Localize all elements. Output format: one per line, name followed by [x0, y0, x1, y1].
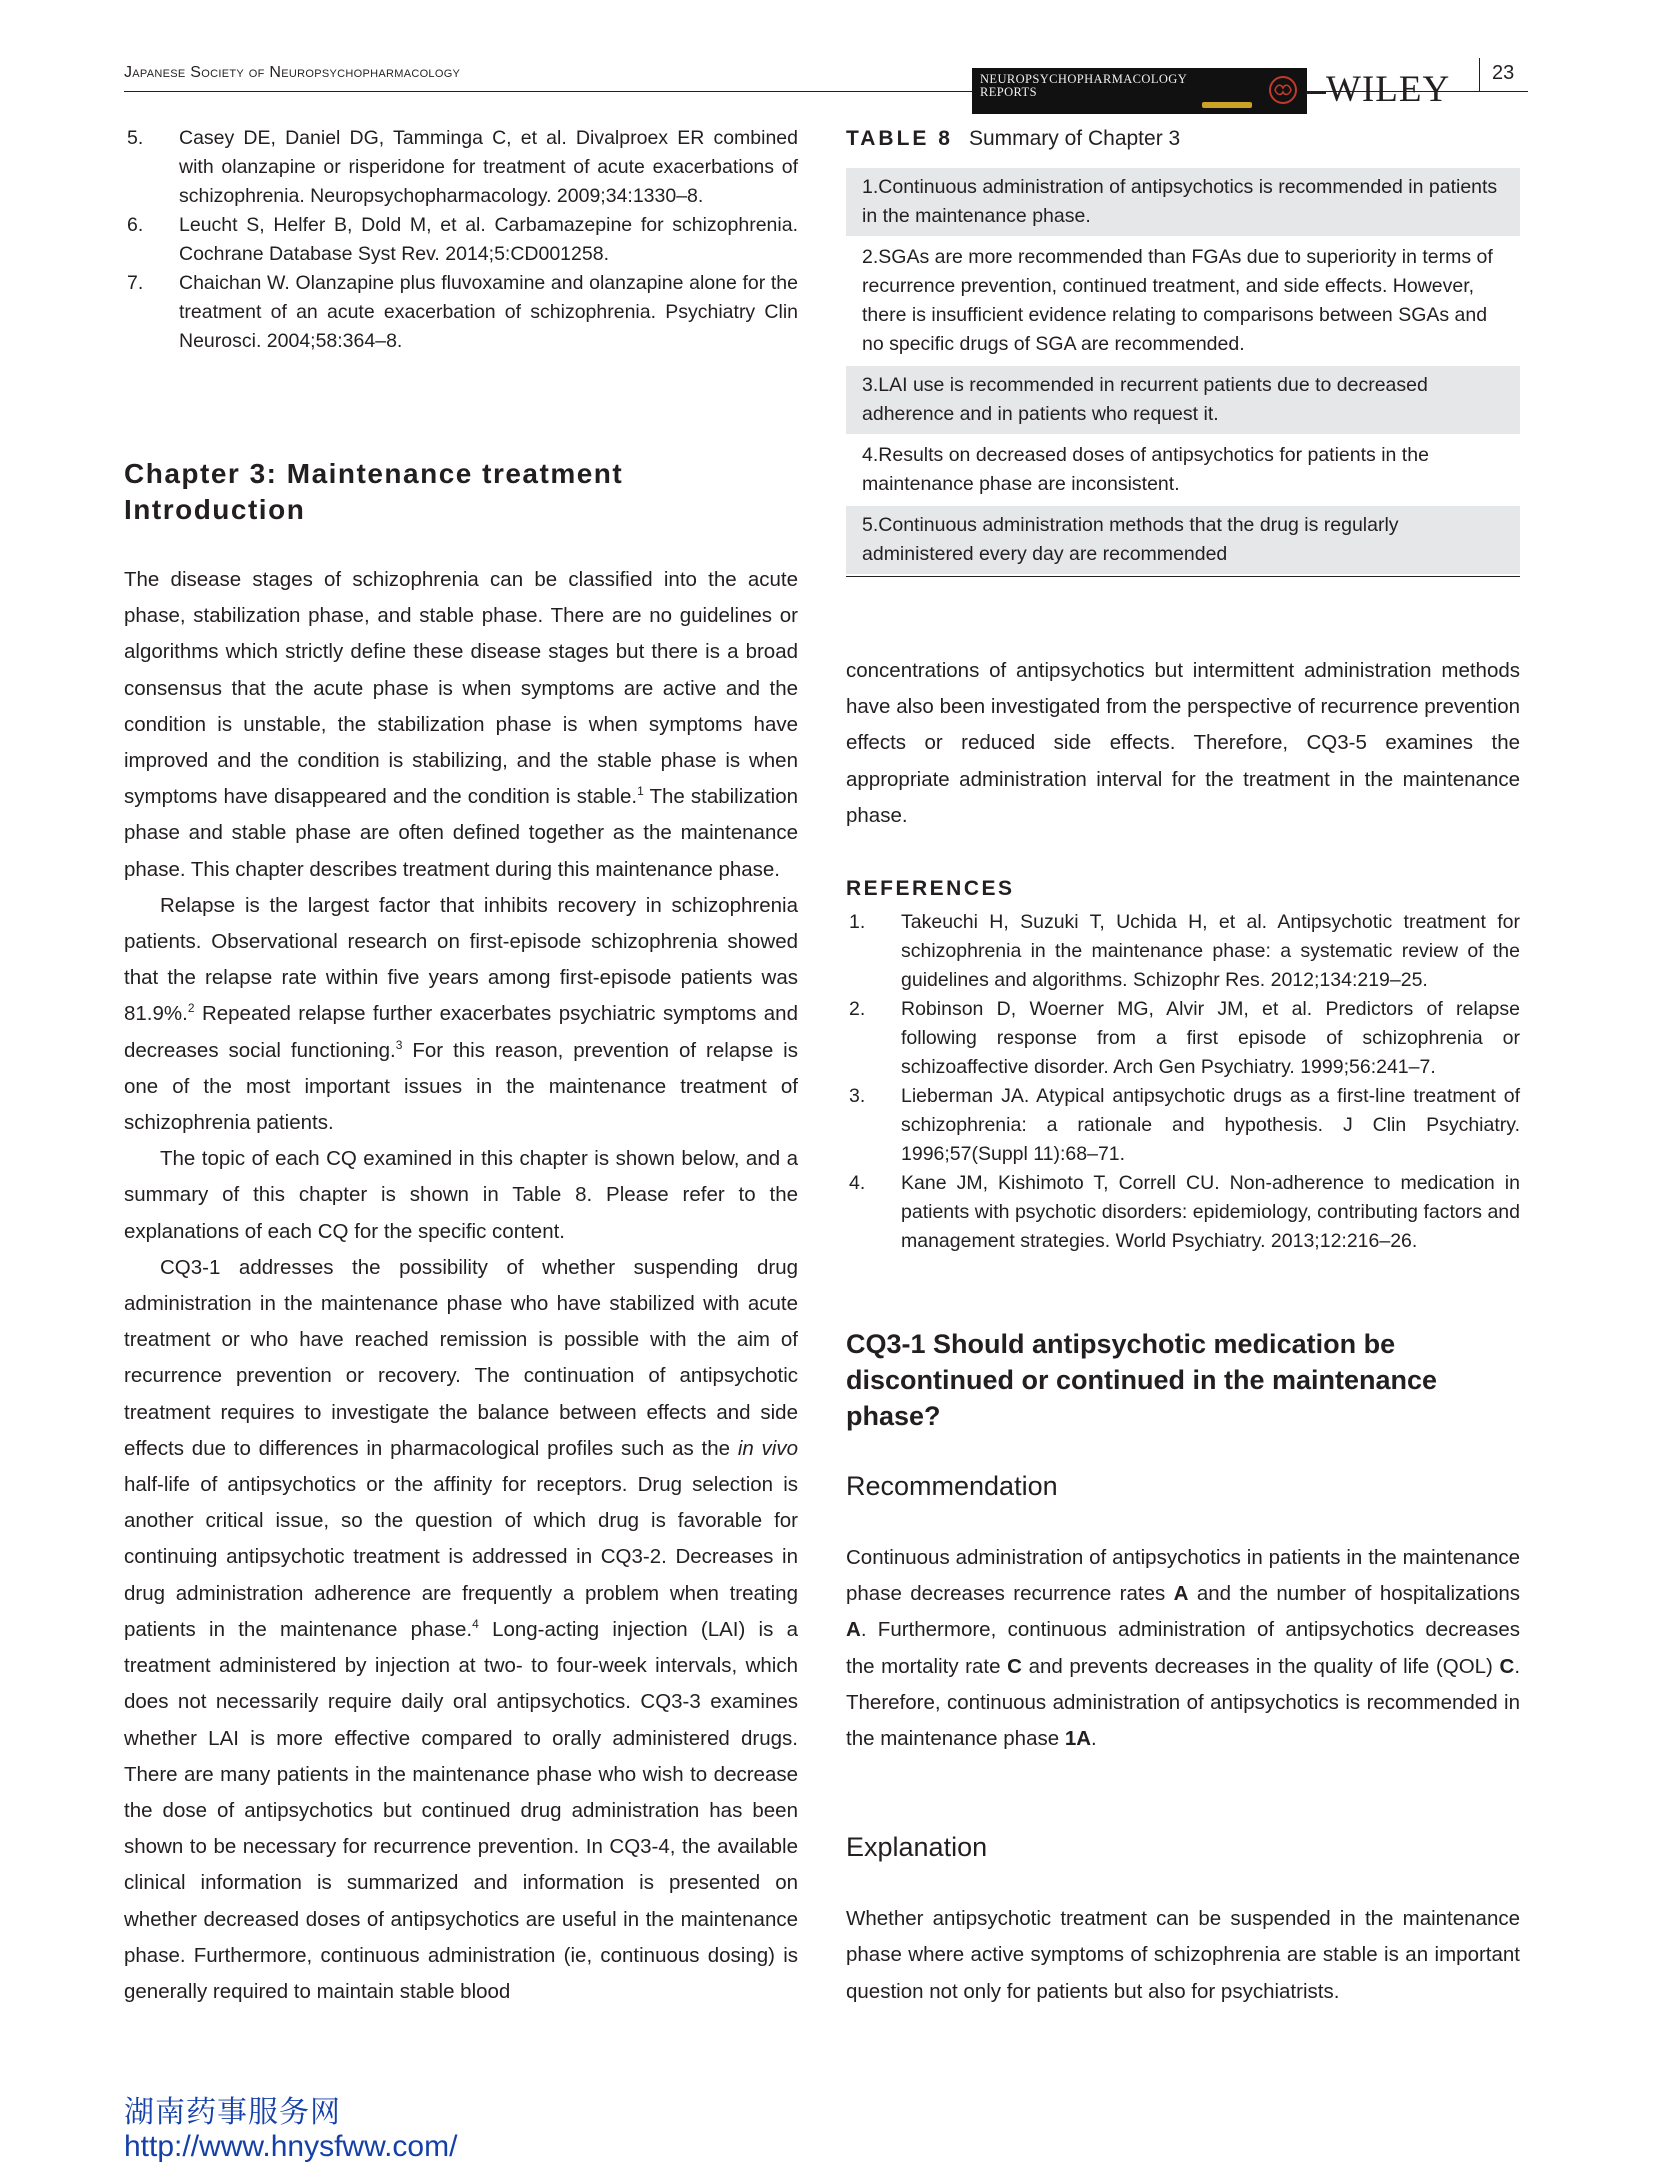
watermark-url[interactable]: http://www.hnysfww.com/: [124, 2130, 458, 2163]
running-head: Japanese Society of Neuropsychopharmacology: [124, 64, 461, 81]
watermark: [124, 2096, 457, 2164]
table-caption: [846, 124, 1520, 154]
continued-text: [846, 653, 1520, 834]
table-row: 3.LAI use is recommended in recurrent patients due to decreased adherence and in patients who request it.: [846, 366, 1520, 436]
references-heading: REFERENCES: [846, 877, 1015, 901]
recommendation-heading: Recommendation: [846, 1471, 1058, 1502]
reference-item: 4. Kane JM, Kishimoto T, Correll CU. Non-adherence to medication in patients with psychotic disorders: epidemiology, contributing factors and management strategies. World Psychiatry. 2013;12:216–26.: [849, 1172, 1520, 1253]
brain-emblem-icon: [1268, 75, 1298, 105]
table-row: 2.SGAs are more recommended than FGAs due to superiority in terms of recurrence prevention, continued treatment, and side effects. However, there is insufficient evidence relating to comparisons between SGAs and no specific drugs of SGA are recommended.: [846, 238, 1520, 366]
reference-item: 3. Lieberman JA. Atypical antipsychotic drugs as a first-line treatment of schizophrenia: a rationale and hypothesis. J Clin Psychiatry. 1996;57(Suppl 11):68–71.: [849, 1085, 1520, 1166]
table-row: 4.Results on decreased doses of antipsychotics for patients in the maintenance phase are inconsistent.: [846, 436, 1520, 506]
paragraph: CQ3-1 addresses the possibility of whether suspending drug administration in the maintenance phase who have stabilized with acute treatment or who have reached remission is possible with the aim of recurrence prevention or recovery. The continuation of antipsychotic treatment requires to investigate the balance between effects and side effects due to differences in pharmacological profiles such as the in vivo half-life of antipsychotics or the affinity for receptors. Drug selection is another critical issue, so the question of which drug is favorable for continuing antipsychotic treatment is addressed in CQ3-2. Decreases in drug administration adherence are frequently a problem when treating patients in the maintenance phase.$^4$ Long-acting injection (LAI) is a treatment administered by injection at two- to four-week intervals, which does not necessarily require daily oral antipsychotics. CQ3-3 examines whether LAI is more effective compared to orally administered drugs. There are many patients in the maintenance phase who wish to decrease the dose of antipsychotics but continued drug administration has been shown to be necessary for recurrence prevention. In CQ3-4, the available clinical information is summarized and information is presented on whether decreased doses of antipsychotics are useful in the maintenance phase. Furthermore, continuous administration (ie, continuous dosing) is generally required to maintain stable blood: [124, 1255, 799, 2003]
table-label: TABLE 8: [846, 127, 953, 150]
summary-table: [846, 168, 1520, 577]
chapter-title: Chapter 3: Maintenance treatment Introduction: [124, 458, 624, 525]
page-number-divider: [1479, 58, 1480, 92]
paragraph: concentrations of antipsychotics but intermittent administration methods have also been investigated from the perspective of recurrence prevention effects or reduced side effects. Therefore, CQ3-5 examines the appropriate administration interval for the treatment in the maintenance phase.: [846, 659, 1520, 827]
references-list: [846, 908, 1520, 1256]
paragraph: The disease stages of schizophrenia can be classified into the acute phase, stabilization phase, and stable phase. There are no guidelines or algorithms which strictly define these disease stages but there is a broad consensus that the acute phase is when symptoms are active and the condition is unstable, the stabilization phase is when symptoms have improved and the condition is stabilizing, and the stable phase is when symptoms have disappeared and the condition is stable.$^1$ The stabilization phase and stable phase are often defined together as the maintenance phase. This chapter describes treatment during this maintenance phase.: [124, 568, 798, 881]
journal-logo-stripe: [1202, 102, 1252, 108]
chapter-body: [124, 562, 798, 2010]
cq-title: CQ3-1 Should antipsychotic medication be discontinued or continued in the maintenance phase?: [846, 1329, 1438, 1432]
paragraph: Whether antipsychotic treatment can be suspended in the maintenance phase where active symptoms of schizophrenia are stable is an important question not only for patients but also for psychiatrists.: [846, 1907, 1520, 2003]
reference-item: 1. Takeuchi H, Suzuki T, Uchida H, et al. Antipsychotic treatment for schizophrenia in the maintenance phase: a systematic review of the guidelines and algorithms. Schizophr Res. 2012;134:219–25.: [849, 911, 1520, 992]
reference-item: 2. Robinson D, Woerner MG, Alvir JM, et al. Predictors of relapse following response from a first episode of schizophrenia or schizoaffective disorder. Arch Gen Psychiatry. 1999;56:241–7.: [849, 998, 1520, 1079]
table-title: Summary of Chapter 3: [968, 127, 1181, 150]
explanation-heading: Explanation: [846, 1832, 988, 1863]
page-number: 23: [1492, 62, 1515, 84]
explanation-text: [846, 1901, 1520, 2010]
reference-item: 7. Chaichan W. Olanzapine plus fluvoxamine and olanzapine alone for the treatment of an acute exacerbation of schizophrenia. Psychiatry Clin Neurosci. 2004;58:364–8.: [127, 272, 798, 352]
paragraph: The topic of each CQ examined in this chapter is shown below, and a summary of this chapter is shown in Table 8. Please refer to the explanations of each CQ for the specific content.: [124, 1147, 798, 1243]
watermark-name: 湖南药事服务网: [124, 2095, 341, 2130]
left-column: [124, 124, 798, 2010]
reference-item: 5. Casey DE, Daniel DG, Tamminga C, et al. Divalproex ER combined with olanzapine or risperidone for treatment of acute exacerbations of schizophrenia. Neuropsychopharmacology. 2009;34:1330–8.: [127, 127, 798, 207]
journal-logo: [972, 68, 1307, 114]
table-row: 1.Continuous administration of antipsychotics is recommended in patients in the maintenance phase.: [846, 168, 1520, 238]
reference-item: 6. Leucht S, Helfer B, Dold M, et al. Carbamazepine for schizophrenia. Cochrane Database Syst Rev. 2014;5:CD001258.: [127, 214, 798, 265]
recommendation-text: [846, 1540, 1520, 1757]
paragraph: Continuous administration of antipsychotics in patients in the maintenance phase decreases recurrence rates A and the number of hospitalizations A. Furthermore, continuous administration of antipsychotics decreases the mortality rate C and prevents decreases in the quality of life (QOL) C. Therefore, continuous administration of antipsychotics is recommended in the maintenance phase 1A.: [846, 1546, 1521, 1751]
paragraph: Relapse is the largest factor that inhibits recovery in schizophrenia patients. Observational research on first-episode schizophrenia showed that the relapse rate within five years among first-episode patients was 81.9%.$^2$ Repeated relapse further exacerbates psychiatric symptoms and decreases social functioning.$^3$ For this reason, prevention of relapse is one of the most important issues in the maintenance treatment of schizophrenia patients.: [124, 893, 798, 1135]
journal-logo-text: NEUROPSYCHOPHARMACOLOGY REPORTS: [980, 72, 1187, 99]
previous-references-list: [124, 124, 798, 356]
publisher-logo: WILEY: [1326, 69, 1451, 110]
right-column: [846, 124, 1520, 2010]
table-row: 5.Continuous administration methods that the drug is regularly administered every day are recommended: [846, 506, 1520, 576]
